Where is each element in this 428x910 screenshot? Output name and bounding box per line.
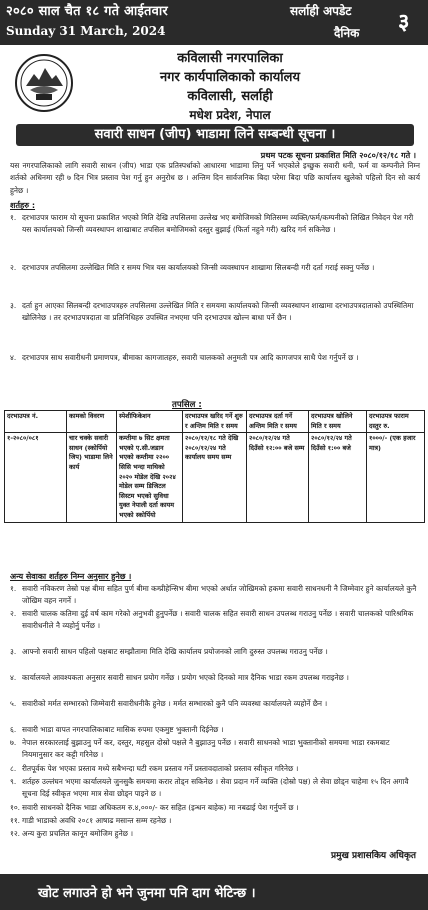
office-location: कविलासी, सर्लाही [187,89,273,104]
table-row [5,433,425,522]
nepali-date: २०८० साल चैत १८ गते आईतवार [6,4,168,19]
office-name: नगर कार्यपालिकाको कार्यालय [159,70,301,85]
schedule-table [4,410,425,523]
condition-item: ३. दर्ता हुन आएका सिलबन्दी दरभाउपत्रहरु तपसिलमा उल्लेखित मिति र समयमा कार्यालयको जिन्सी व्यवस्थापन शाखामा दरभाउपत्रदाताको उपस्थितिमा खोलिनेछ । तर दरभाउपत्रदाता वा प्रतिनिधिहरु उपस्थित नभएमा पनि दरभाउपत्र खोल्न बाधा पर्ने छैन । [10,301,414,323]
newspaper-masthead [0,0,428,45]
condition-item: ४. दरभाउपत्र साथ सवारीधनी प्रमाणपत्र, बीमाका कागजातहरु, सवारी चालकको अनुमती पत्र आदि कागजपत्र साथै पेश गर्नुपर्ने छ । [10,353,359,362]
other-condition-item: ८. रीतपूर्वक पेश भएका प्रस्ताव मध्ये सबैभन्दा घटी रकम प्रस्ताव गर्ने प्रस्तावदाताको प्रस्ताव स्वीकृत गरिनेछ । [10,764,299,773]
other-condition-item: ४. कार्यालयले आवश्यकता अनुसार सवारी साधन प्रयोग गर्नेछ । प्रयोग भएको दिनको मात्र दैनिक भाडा रकम उपलब्ध गराइनेछ । [10,673,349,682]
column-header: स्पेशीफिकेशन [117,411,183,433]
other-condition-item: २. सवारी चालक कतिमा दुई वर्ष काम गरेको अनुभवी हुनुपर्नेछ । सवारी चालक सहित सवारी साधन उपलब्ध गराउनु पर्नेछ । सवारी चालकको पारिश्रमिक सवारीधनीले नै व्यहोर्नु पर्नेछ । [10,609,414,631]
other-condition-item: ११. गाडी भाडाको अवधि २०८१ आषाढ मसान्त सम्म रहनेछ । [10,816,172,825]
column-header: दरभाउपत्र खोलिने मिति र समय [309,411,367,433]
other-condition-item: ३. आफ्नो सवारी साधन पहिलो पक्षबाट सम्झौतामा मिति देखि कार्यालय प्रयोजनको लागि दुरुस्त उपलब्ध गराउनु पर्नेछ । [10,647,328,656]
table-cell: १०००/- (एक हजार मात्र) [367,433,425,522]
conditions-heading: शर्तहरु : [10,201,36,210]
other-condition-item: ६. सवारी भाडा वापत नगरपालिकाबाट मासिक रुपमा एकमुष्ट भुक्तानी दिईनेछ । [10,725,224,734]
signature-title: प्रमुख प्रशासकिय अधिकृत [330,851,416,861]
other-condition-item: १. सवारी नविकरण तेस्रो पक्ष बीमा सहित पुर्ण बीमा कम्प्रीहेन्सिभ बीमा भएको अर्थात जोखिमको हकमा सवारी साधनधनी नै जिम्मेवार हुने कार्यालयले कुनै जोखिम वहन नगर्ने । [10,584,417,606]
other-condition-item: १२. अन्य कुरा प्रचलित कानून बमोजिम हुनेछ । [10,829,134,838]
daily-label: दैनिक [334,26,360,40]
other-conditions-heading: अन्य सेवाका शर्तहरु निम्न अनुसार हुनेछ । [10,572,132,581]
table-cell: २०८०/१२/१८ गते देखि २०८०/१२/२४ गते कार्यालय समय सम्म [183,433,247,522]
table-header-row [5,411,425,433]
other-condition-item: ५. सवारीको मर्मत सम्भारको जिम्मेवारी सवारीधनीकै हुनेछ । मर्मत सम्भारको कुनै पनि व्यवस्था कार्यालयले व्यहोर्ने छैन । [10,699,328,708]
column-header: दरभाउपत्र नं. [5,411,67,433]
condition-item: २. दरभाउपत्र तपसिलमा उल्लेखित मिति र समय भित्र यस कार्यालयको जिन्सी व्यवस्थापन शाखामा सिलबन्दी गरी दर्ता गराई सक्नु पर्नेछ । [10,263,375,272]
table-cell: कम्तीमा ७ सिट क्षमता भएको ए.सी.जडान भएको कम्तीमा २२०० सिसि भन्दा माथिको २०२० मोडेल देखि २०२४ मोडेल सम्म डिजिटल सिस्टम भएको सुविधा युक्त नेपाली दर्ता कायम भएको स्कोर्पियो [117,433,183,522]
other-condition-item: १०. सवारी साधनको दैनिक भाडा अधिकतम रु.४,०००/- कर सहित (इन्धन बाहेक) मा नबढाई पेश गर्नुपर्ने छ । [10,803,299,812]
province-name: मधेश प्रदेश, नेपाल [189,108,271,122]
table-cell: १-२०८०/०८१ [5,433,67,522]
column-header: कामको विवरण [67,411,117,433]
column-header: दरभाउपत्र दर्ता गर्ने अन्तिम मिति र समय [247,411,309,433]
column-header: दरभाउपत्र खरिद गर्ने शुरु र अन्तिम मिति र समय [183,411,247,433]
paper-name: सर्लाही अपडेट [290,4,352,18]
table-cell: २०८०/१२/२४ गते दिउँसो १२:०० बजे सम्म [247,433,309,522]
page-number: ३ [398,10,410,35]
other-condition-item: ९. शर्तहरु उल्लंघन भएमा कार्यालयले जुनसुकै समयमा करार तोड्न सकिनेछ । सेवा प्रदान गर्ने व्यक्ति (दोस्रो पक्ष) ले सेवा छोड्न चाहेमा १५ दिन अगावै सूचना दिई स्वीकृत भएमा मात्र सेवा छोड्न पाइने छ । [10,777,409,799]
publication-date: प्रथम पटक सूचना प्रकाशित मिति २०८०/१२/१८ गते । [260,151,416,160]
municipality-name: कविलासी नगरपालिका [177,51,283,66]
english-date: Sunday 31 March, 2024 [6,24,166,38]
condition-item: १. दरभाउपत्र फाराम यो सूचना प्रकाशित भएको मिति देखि तपसिलमा उल्लेख भए बमोजिमको मितिसम्म व्यक्ति/फर्म/कम्पनीको लिखित निवेदन पेश गरी यस कार्यालयको जिन्सी व्यवस्थापन शाखाबाट तपसिल बमोजिमको दस्तुर बुझाई (फिर्ता नहुने गरी) खरिद गर्न सकिनेछ । [10,213,414,235]
column-header: दरभाउपत्र फाराम दस्तुर रु. [367,411,425,433]
other-condition-item: ७. नेपाल सरकारलाई बुझाउनु पर्ने कर, दस्तुर, महसुल दोस्रो पक्षले नै बुझाउनु पर्नेछ । सवारी साधनको भाडा भुक्तानीको समयमा भाडा रकमबाट नियमानुसार कर कट्टी गरिनेछ । [10,738,390,760]
table-cell: चार चक्के सवारी साधन (स्कोर्पियो जिप) भाडामा लिने कार्य [67,433,117,522]
table-cell: २०८०/१२/२४ गते दिउँसो १:०० बजे [309,433,367,522]
office-header [80,49,380,125]
footer-banner [0,874,428,910]
government-emblem-icon [12,52,76,114]
footer-slogan: खोट लगाउने हो भने जुनमा पनि दाग भेटिन्छ । [38,886,256,901]
schedule-title: तपसिल : [172,400,202,410]
intro-paragraph: यस नगरपालिकाको लागि सवारी साधन (जीप) भाडा एक प्रतिस्पर्धाको आधारमा भाडामा लिनु पर्ने भएकोले इच्छुक सवारी धनी, फर्म वा कम्पनीले निम्न शर्तको अधिनमा रही ७ दिन भित्र प्रस्ताव पेश गर्नु हुन अनुरोध छ । अन्तिम दिन सार्वजनिक बिदा परेमा बिदा पछि कार्यालय खुलेको पहिलो दिन सो कार्य हुनेछ । [10,161,420,195]
notice-title: सवारी साधन (जीप) भाडामा लिने सम्बन्धी सूचना । [16,124,414,146]
